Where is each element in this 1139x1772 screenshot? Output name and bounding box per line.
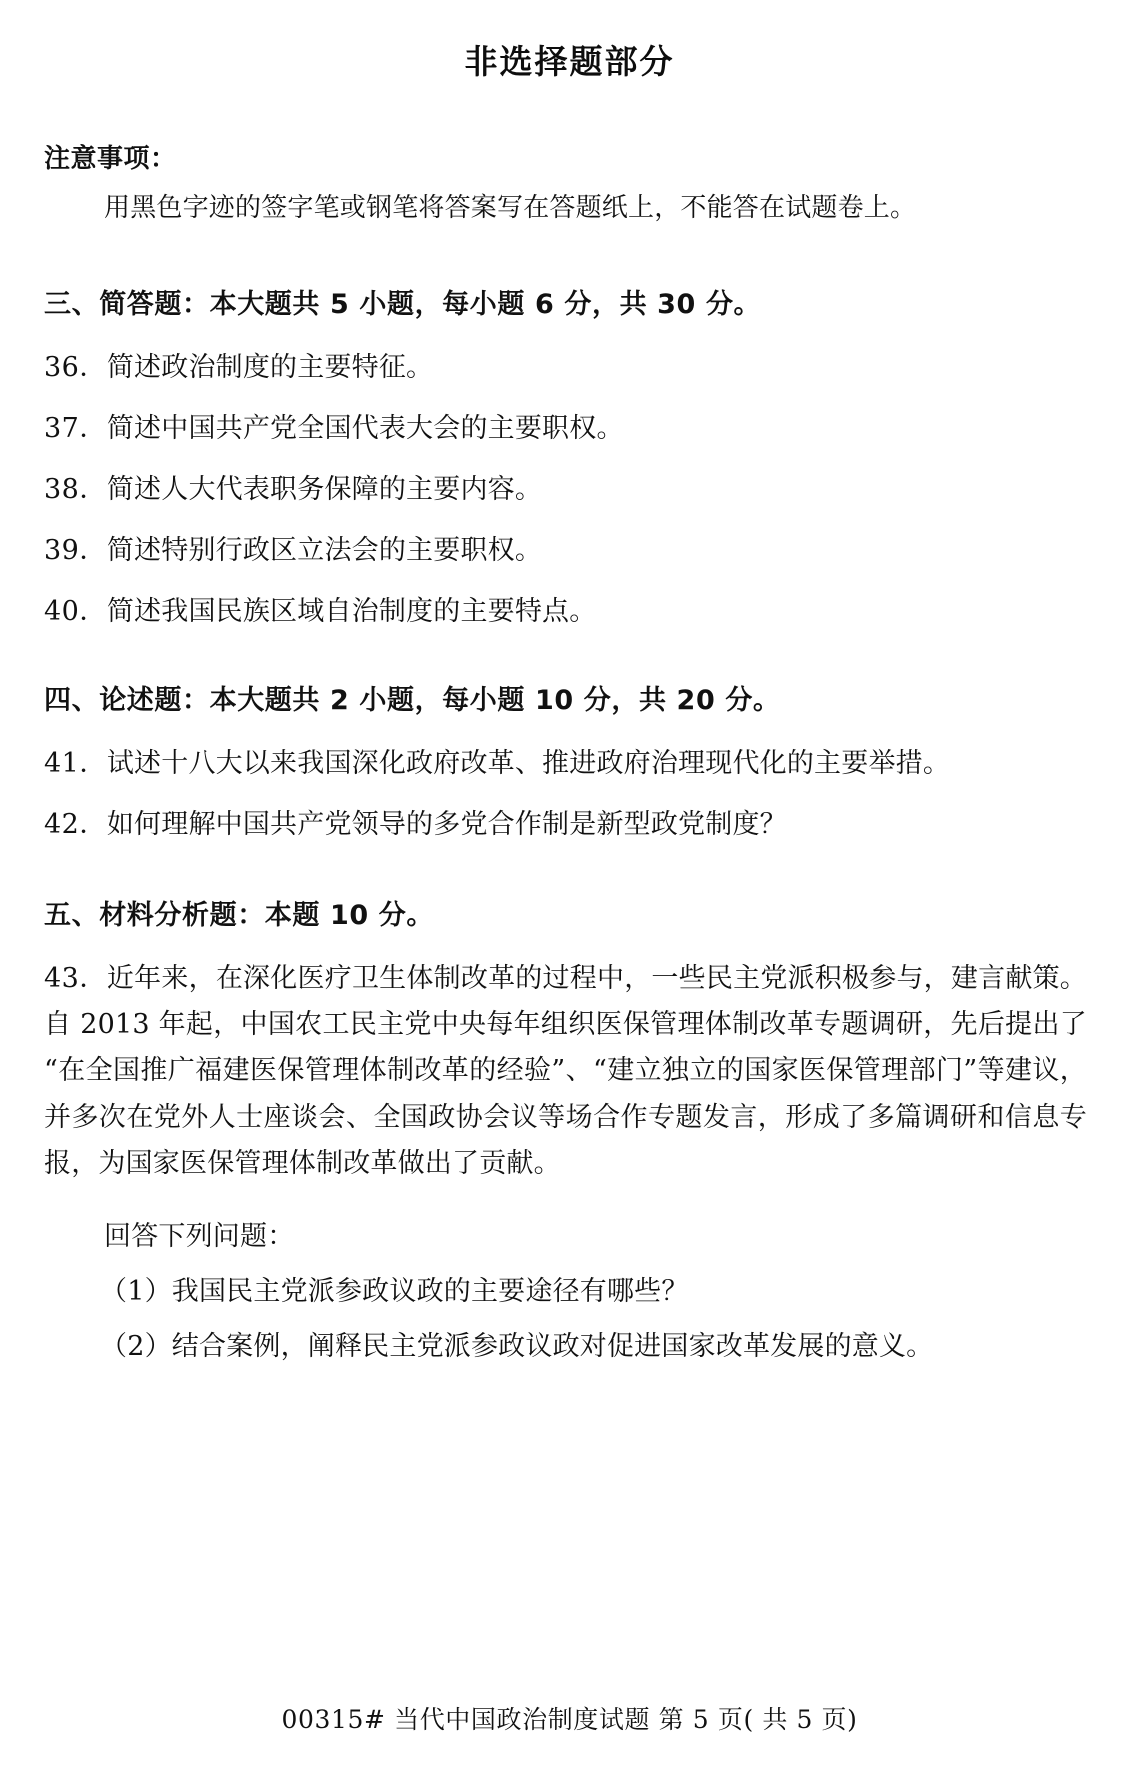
question-text: 简述人大代表职务保障的主要内容。 xyxy=(106,473,543,505)
question-40 xyxy=(0,589,1139,628)
page-title: 非选择题部分 xyxy=(464,42,675,81)
question-41 xyxy=(0,741,1139,780)
question-text: 简述特别行政区立法会的主要职权。 xyxy=(106,534,543,566)
question-text: 如何理解中国共产党领导的多党合作制是新型政党制度？ xyxy=(106,808,787,840)
question-number: 39． xyxy=(44,534,107,566)
material-lead-in: 回答下列问题： xyxy=(104,1220,295,1252)
question-number: 38． xyxy=(44,473,107,505)
section-heading-4: 四、论述题：本大题共 2 小题，每小题 10 分，共 20 分。 xyxy=(44,684,781,716)
question-number: 41． xyxy=(44,747,107,779)
question-text: 试述十八大以来我国深化政府改革、推进政府治理现代化的主要举措。 xyxy=(106,747,951,779)
question-38 xyxy=(0,467,1139,506)
section-heading-5: 五、材料分析题：本题 10 分。 xyxy=(44,899,434,931)
notice-label: 注意事项： xyxy=(44,143,177,174)
page-footer: 00315# 当代中国政治制度试题 第 5 页( 共 5 页) xyxy=(281,1705,858,1734)
material-sub-question-2: （2）结合案例，阐释民主党派参政议政对促进国家改革发展的意义。 xyxy=(100,1330,934,1362)
notice-text: 用黑色字迹的签字笔或钢笔将答案写在答题纸上，不能答在试题卷上。 xyxy=(104,192,917,223)
section-heading-3: 三、简答题：本大题共 5 小题，每小题 6 分，共 30 分。 xyxy=(44,288,762,320)
question-number: 37． xyxy=(44,412,107,444)
material-sub-question-1: （1）我国民主党派参政议政的主要途径有哪些？ xyxy=(100,1275,689,1307)
question-37 xyxy=(0,406,1139,445)
material-body: 近年来，在深化医疗卫生体制改革的过程中，一些民主党派积极参与，建言献策。自 2013 年起，中国农工民主党中央每年组织医保管理体制改革专题调研，先后提出了“在全国推广福建医保管理体制改革的经验”、“建立独立的国家医保管理部门”等建议，并多次在党外人士座谈会、全国政协会议等场合作专题发言，形成了多篇调研和信息专报，为国家医保管理体制改革做出了贡献。 xyxy=(44,962,1088,1180)
question-text: 简述中国共产党全国代表大会的主要职权。 xyxy=(106,412,624,444)
material-number: 43． xyxy=(44,962,107,994)
question-number: 42． xyxy=(44,808,107,840)
question-text: 简述政治制度的主要特征。 xyxy=(106,351,434,383)
question-number: 36． xyxy=(44,351,107,383)
question-number: 40． xyxy=(44,595,107,627)
question-36 xyxy=(0,345,1139,384)
question-42 xyxy=(0,802,1139,841)
question-list-section-4 xyxy=(0,741,1139,841)
material-paragraph-43 xyxy=(0,956,1139,1188)
question-text: 简述我国民族区域自治制度的主要特点。 xyxy=(106,595,597,627)
question-39 xyxy=(0,528,1139,567)
question-list-section-3 xyxy=(0,345,1139,628)
